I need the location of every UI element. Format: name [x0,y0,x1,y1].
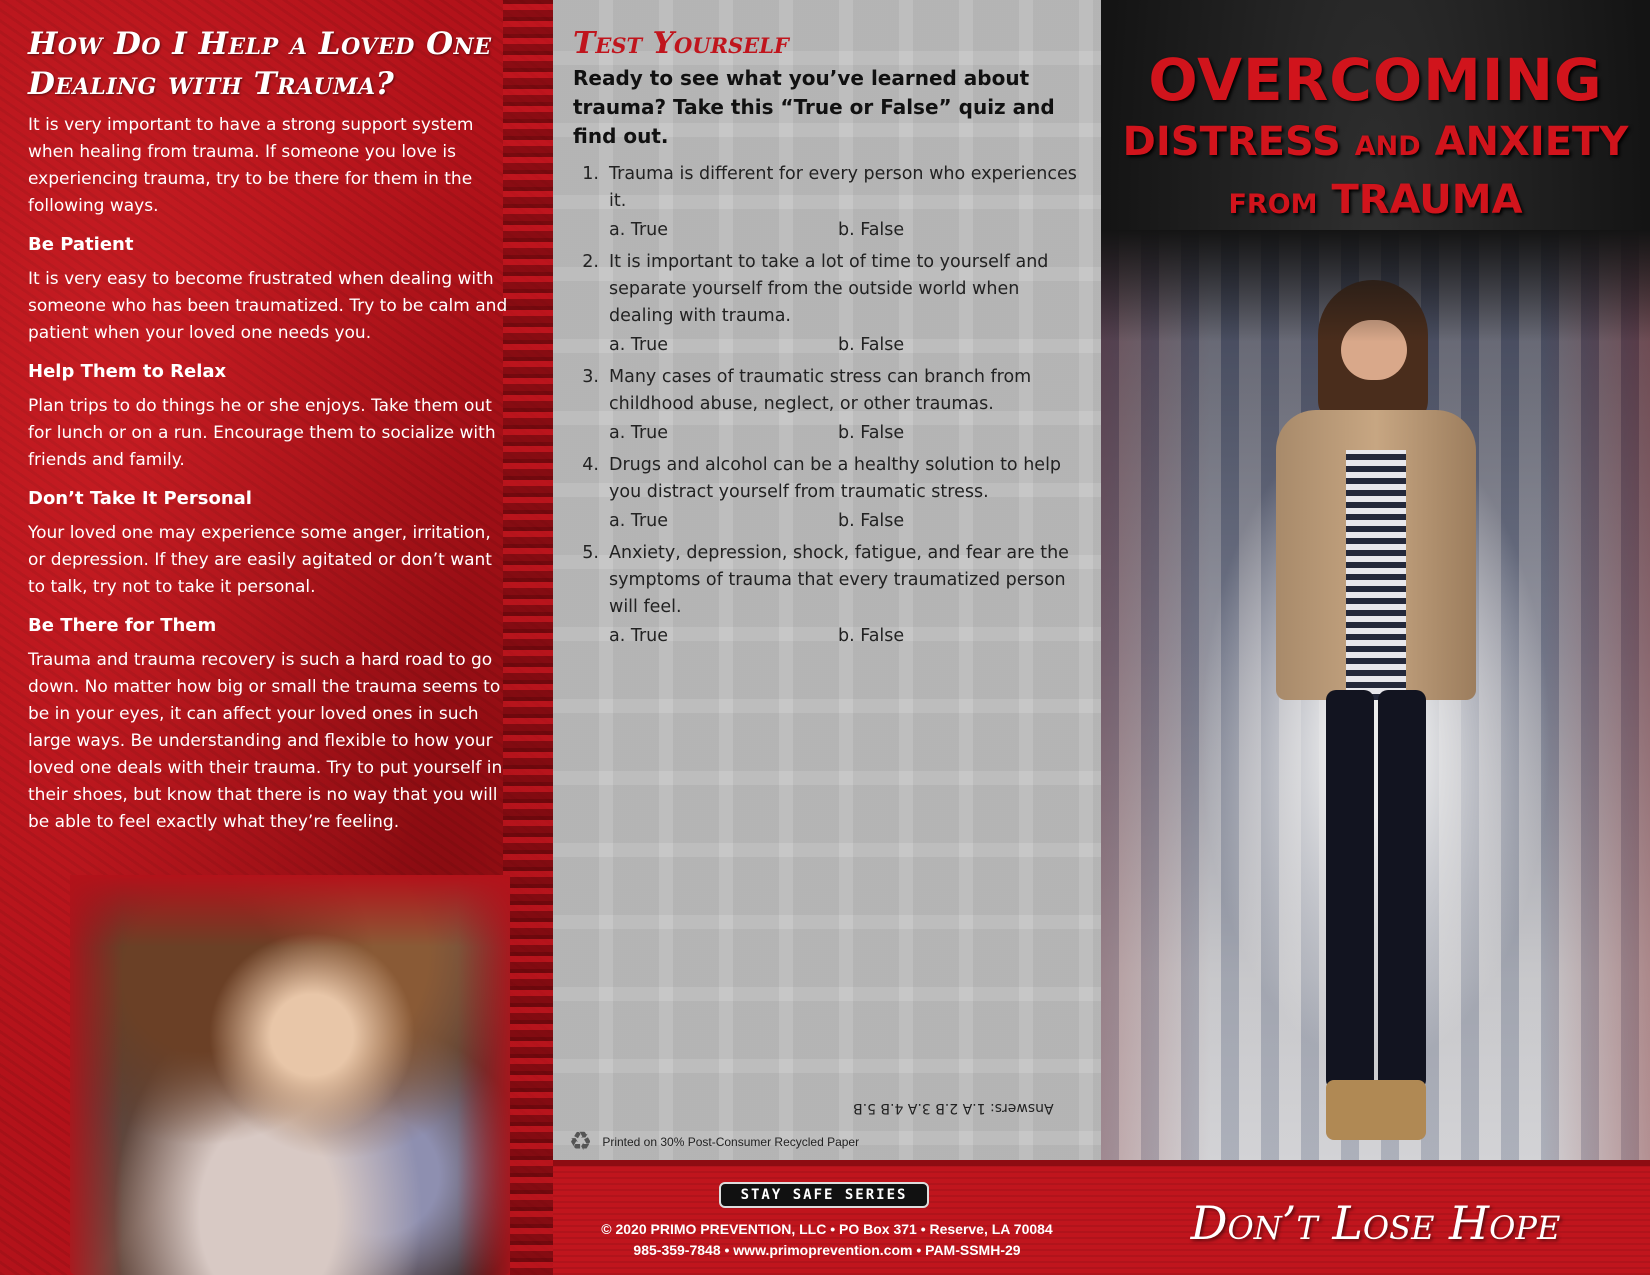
recycled-text: Printed on 30% Post-Consumer Recycled Paper [602,1135,860,1149]
option-false: b. False [838,423,905,443]
quiz-question [573,364,1078,448]
cover-panel [1101,0,1650,1275]
quiz-question [573,452,1078,536]
question-options [609,506,1077,536]
option-true: a. True [609,423,669,443]
option-false: b. False [838,511,905,531]
section-text-be-patient: It is very easy to become frustrated when dealing with someone who has been traumatized. Try to be calm and patient when your loved one needs you. [28,269,508,343]
question-options [609,330,1077,360]
quiz-content [573,26,1078,655]
cover-word-trauma: TRAUMA [1331,177,1523,223]
question-body [609,452,1077,536]
question-text: Trauma is different for every person who experiences it. [609,164,1077,211]
recycle-icon: ♻ [569,1127,593,1157]
grunge-edge [503,0,553,1275]
question-body [609,364,1077,448]
question-text: Drugs and alcohol can be a healthy solution to help you distract yourself from traumatic stress. [609,455,1062,502]
hug-photo [70,875,510,1275]
publisher-address: © 2020 PRIMO PREVENTION, LLC • PO Box 371 • Reserve, LA 70084 [601,1221,1053,1237]
cover-word-anxiety: ANXIETY [1434,119,1629,165]
quiz-question [573,540,1078,651]
question-text: Many cases of traumatic stress can branch from childhood abuse, neglect, or other traumas. [609,367,1032,414]
cover-word-distress: DISTRESS [1122,119,1341,165]
photo-fade [70,875,510,1275]
quiz-intro: Ready to see what you’ve learned about trauma? Take this “True or False” quiz and find out. [573,66,1055,148]
question-text: It is important to take a lot of time to yourself and separate yourself from the outside world when dealing with trauma. [609,252,1049,326]
publisher-footer [553,1160,1101,1275]
quiz-question [573,249,1078,360]
option-true: a. True [609,511,669,531]
question-number: 3. [582,367,599,387]
section-heading-dont-take-personal: Don’t Take It Personal [28,488,252,509]
middle-panel [553,0,1101,1275]
answer-key: Answers: 1.A 2.B 3.A 4.B 5.B [853,1100,1054,1116]
left-title: How Do I Help a Loved One Dealing with Trauma? [28,26,492,102]
option-false: b. False [838,626,905,646]
question-body [609,249,1077,360]
question-text: Anxiety, depression, shock, fatigue, and fear are the symptoms of trauma that every traumatized person will feel. [609,543,1069,617]
section-heading-be-there: Be There for Them [28,615,217,636]
left-panel [0,0,553,1275]
quiz-question [573,161,1078,245]
quiz-list [573,161,1078,651]
left-content [28,24,508,836]
cover-title [1101,45,1650,231]
question-options [609,418,1077,448]
option-false: b. False [838,335,905,355]
question-number: 5. [582,543,599,563]
section-text-be-there: Trauma and trauma recovery is such a hard road to go down. No matter how big or small the trauma seems to be in your eyes, it can affect your loved ones in such large ways. Be understanding and flexible to how your loved one deals with their trauma. Try to put yourself in their shoes, but know that there is no way that you will be able to feel exactly what they’re feeling. [28,650,503,832]
option-true: a. True [609,626,669,646]
option-true: a. True [609,335,669,355]
section-text-help-relax: Plan trips to do things he or she enjoys. Take them out for lunch or on a run. Encourage them to socialize with friends and family. [28,396,496,470]
section-heading-be-patient: Be Patient [28,234,134,255]
cover-photo [1101,230,1650,1160]
question-options [609,215,1077,245]
question-number: 2. [582,252,599,272]
option-true: a. True [609,220,669,240]
left-intro: It is very important to have a strong support system when healing from trauma. If someone you love is experiencing trauma, try to be there for them in the following ways. [28,115,474,216]
photo-edge-fade [1101,230,1650,1160]
question-body [609,540,1077,651]
section-heading-help-relax: Help Them to Relax [28,361,227,382]
cover-title-line2 [1101,115,1650,174]
cover-word-from: FROM [1228,189,1318,220]
recycled-notice [569,1128,859,1156]
cover-title-line3 [1101,174,1650,231]
cover-word-and: AND [1354,131,1421,162]
cover-footer [1101,1160,1650,1275]
option-false: b. False [838,220,905,240]
cover-tagline: Don’t Lose Hope [1190,1196,1561,1250]
question-body [609,161,1077,245]
section-text-dont-take-personal: Your loved one may experience some anger, irritation, or depression. If they are easily agitated or don’t want to talk, try not to take it personal. [28,523,492,597]
question-number: 4. [582,455,599,475]
cover-title-line1: OVERCOMING [1148,46,1603,114]
question-options [609,621,1077,651]
quiz-title: Test Yourself [573,26,789,61]
publisher-contact: 985-359-7848 • www.primoprevention.com • PAM-SSMH-29 [633,1242,1021,1258]
question-number: 1. [582,164,599,184]
series-badge: STAY SAFE SERIES [719,1182,929,1208]
